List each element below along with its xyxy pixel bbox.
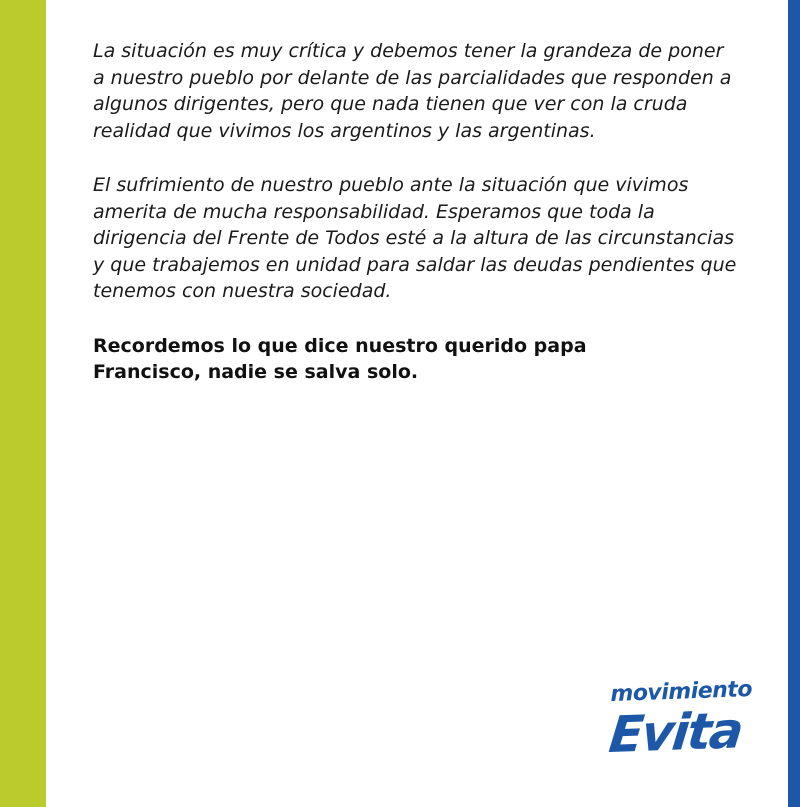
paragraph-responsibility: El sufrimiento de nuestro pueblo ante la situación que vivimos amerita de mucha responsabilidad. Esperamos que toda la dirigencia del Frente de Todos esté a la altura de las circunstancias y que trabajemos en unidad para saldar las deudas pendientes que tenemos con nuestra sociedad. [93,174,737,302]
movimiento-evita-logo [606,677,756,780]
statement-text [93,38,753,386]
paragraph-crisis: La situación es muy crítica y debemos tener la grandeza de poner a nuestro pueblo por delante de las parcialidades que responden a algunos dirigentes, pero que nada tienen que ver con la cruda realidad que vivimos los argentinos y las argentinas. [93,40,732,142]
right-accent-bar [788,0,800,807]
closing-quote: Recordemos lo que dice nuestro querido papa Francisco, nadie se salva solo. [93,334,587,383]
left-accent-bar [0,0,46,807]
logo-word-evita: Evita [606,701,745,764]
logo-word-movimiento: movimiento [610,677,753,707]
